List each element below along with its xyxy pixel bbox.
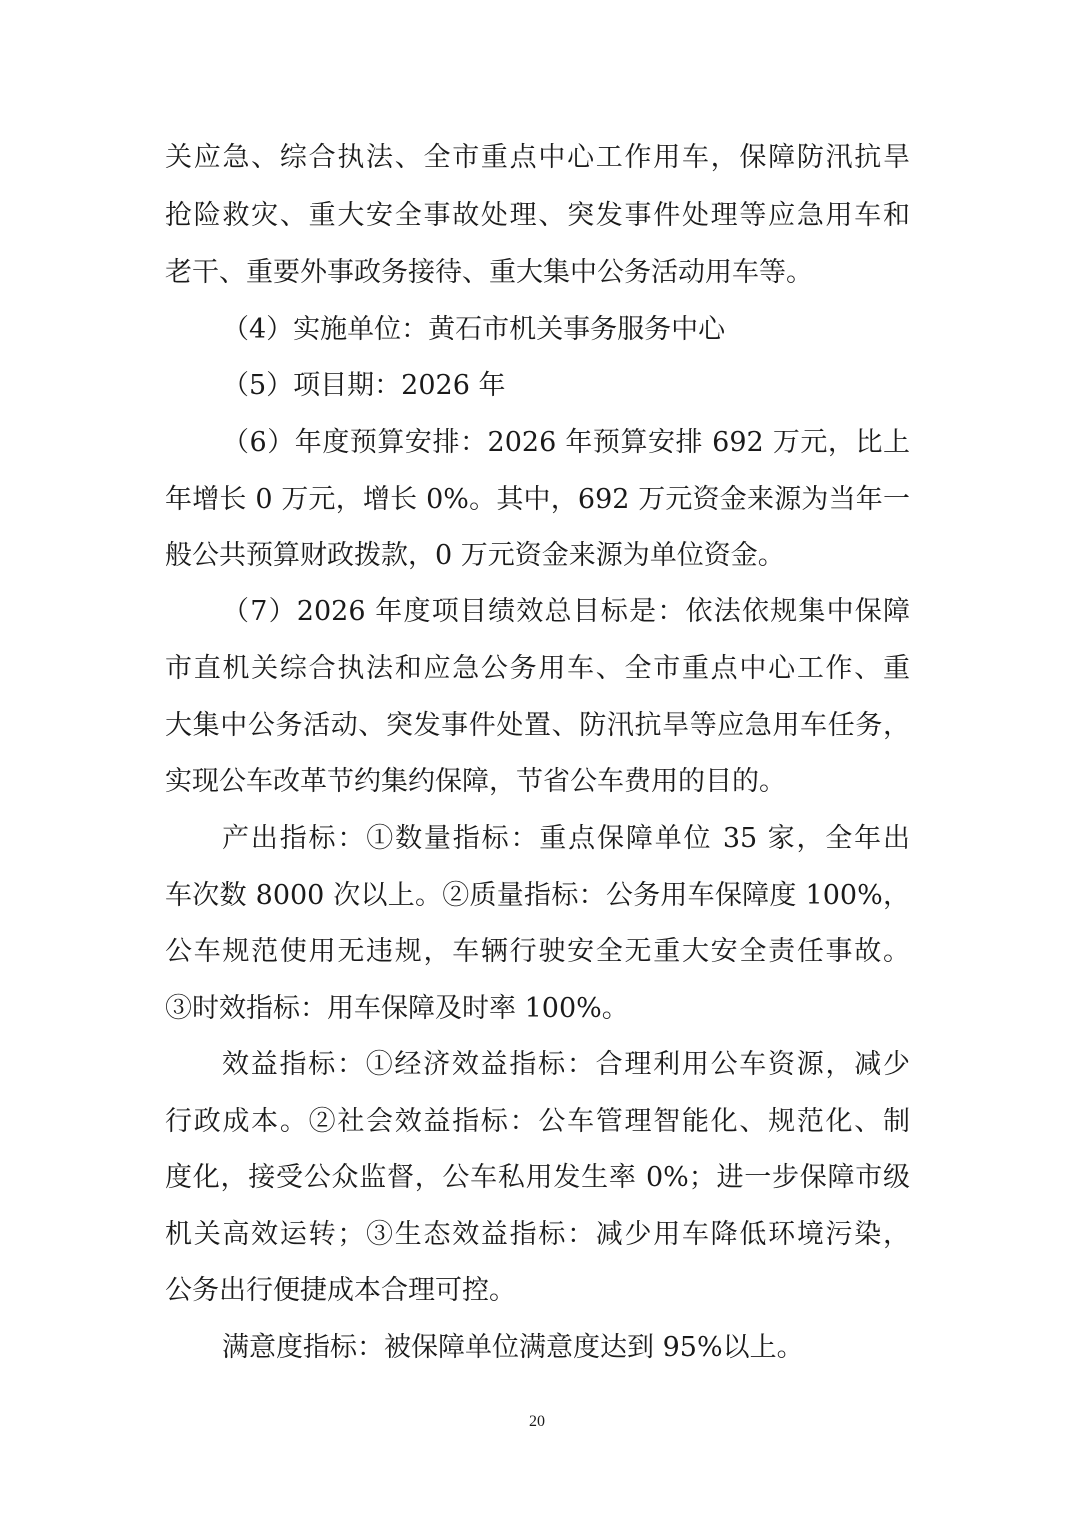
paragraph-line: 公车规范使用无违规，车辆行驶安全无重大安全责任事故。 [165, 936, 910, 967]
paragraph-line: 市直机关综合执法和应急公务用车、全市重点中心工作、重 [165, 653, 910, 684]
paragraph-line: 度化，接受公众监督，公车私用发生率 0%；进一步保障市级 [165, 1162, 910, 1193]
paragraph-line: （5）项目期：2026 年 [222, 370, 506, 401]
paragraph-line: 般公共预算财政拨款，0 万元资金来源为单位资金。 [165, 540, 785, 571]
paragraph-line: ③时效指标：用车保障及时率 100%。 [165, 993, 629, 1024]
paragraph-line: （6）年度预算安排：2026 年预算安排 692 万元，比上 [222, 427, 910, 458]
paragraph-line: 年增长 0 万元，增长 0%。其中，692 万元资金来源为当年一 [165, 484, 910, 515]
page-number: 20 [529, 1413, 545, 1430]
paragraph-line: 实现公车改革节约集约保障，节省公车费用的目的。 [165, 766, 786, 797]
paragraph-line: 大集中公务活动、突发事件处置、防汛抗旱等应急用车任务， [165, 710, 910, 741]
paragraph-line: 机关高效运转；③生态效益指标：减少用车降低环境污染， [165, 1219, 910, 1250]
paragraph-line: 行政成本。②社会效益指标：公车管理智能化、规范化、制 [165, 1106, 910, 1137]
paragraph-line: 关应急、综合执法、全市重点中心工作用车，保障防汛抗旱 [165, 142, 910, 173]
paragraph-line: 车次数 8000 次以上。②质量指标：公务用车保障度 100%， [165, 880, 910, 911]
paragraph-line: 公务出行便捷成本合理可控。 [165, 1275, 516, 1306]
paragraph-line: （7）2026 年度项目绩效总目标是：依法依规集中保障 [222, 596, 910, 627]
paragraph-line: 抢险救灾、重大安全事故处理、突发事件处理等应急用车和 [165, 200, 910, 231]
paragraph-line: （4）实施单位：黄石市机关事务服务中心 [222, 314, 726, 345]
paragraph-line: 产出指标：①数量指标：重点保障单位 35 家，全年出 [222, 823, 910, 854]
paragraph-line: 满意度指标：被保障单位满意度达到 95%以上。 [222, 1332, 804, 1363]
paragraph-line: 老干、重要外事政务接待、重大集中公务活动用车等。 [165, 257, 813, 288]
paragraph-line: 效益指标：①经济效益指标：合理利用公车资源，减少 [222, 1049, 910, 1080]
